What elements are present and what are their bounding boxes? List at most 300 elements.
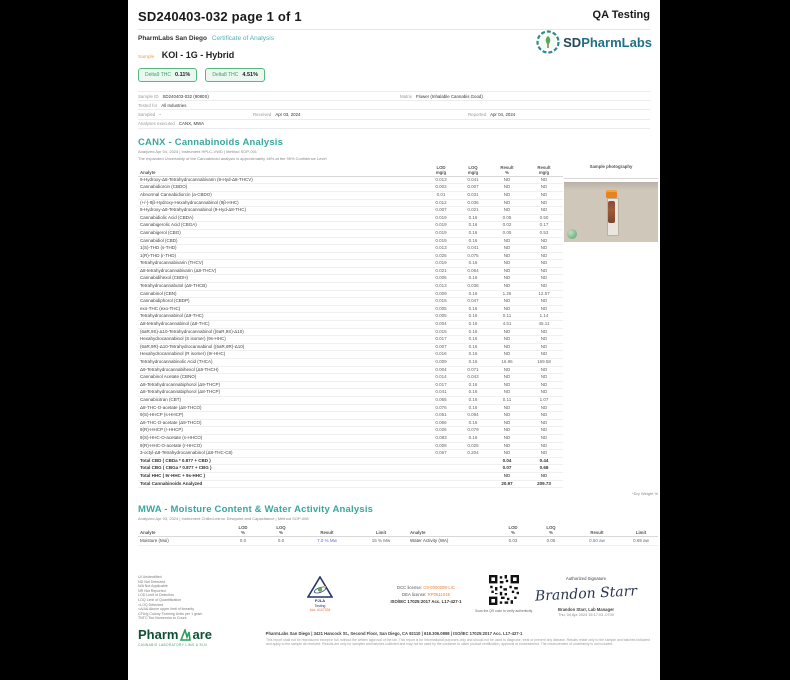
matrix-value: Flower (Inhalable Cannabis Good)	[415, 93, 483, 99]
analyte-loq: 0.204	[457, 450, 489, 458]
mwa-col-loq-1: LOQ %	[262, 524, 300, 537]
qr-caption: Scan the QR code to verify authenticity.	[475, 609, 533, 613]
water-activity-loq: 0.05	[532, 537, 570, 546]
analyte-row	[138, 290, 563, 298]
analyte-result-pct: ND	[489, 442, 525, 450]
analyte-lod: 0.013	[425, 283, 457, 291]
analyte-row	[138, 267, 563, 275]
analyte-loq	[457, 472, 489, 480]
delta8-thc-label: Delta8 THC	[212, 72, 239, 78]
analyte-row	[138, 465, 563, 473]
signature-script: Brandon Starr	[534, 583, 638, 605]
sampled-value: -	[159, 111, 161, 117]
qr-code	[489, 575, 519, 605]
analyte-name: Total CBD ( CBDa * 0.877 + CBD )	[138, 457, 425, 465]
analyte-lod: 0.083	[425, 434, 457, 442]
logo-pharm-text: Pharm	[581, 34, 622, 50]
analyte-row	[138, 305, 563, 313]
analyte-loq	[457, 465, 489, 473]
delta9-thc-badge	[138, 68, 197, 82]
sdpharmlabs-logo	[536, 30, 652, 54]
analyte-name: Tetrahydrocannabutol (Δ9-THCB)	[138, 283, 425, 291]
analyte-row	[138, 184, 563, 192]
analyte-result-pct: ND	[489, 191, 525, 199]
analyte-loq: 0.041	[457, 176, 489, 184]
analyte-lod: 0.019	[425, 260, 457, 268]
received-value: Apr 03, 2024	[275, 111, 301, 117]
analyte-loq: 0.075	[457, 252, 489, 260]
abbreviation-legend	[138, 575, 258, 621]
analyte-result-pct: ND	[489, 351, 525, 359]
analyte-loq	[457, 480, 489, 488]
analyte-name: Tetrahydrocannabinolic Acid (THCA)	[138, 359, 425, 367]
analyte-loq: 0.16	[457, 290, 489, 298]
analyte-result-pct: ND	[489, 252, 525, 260]
water-activity-lod: 0.03	[494, 537, 532, 546]
analyte-loq: 0.16	[457, 396, 489, 404]
iso-accreditation-line: ISO/IEC 17025:2017 Acc. L17-427-1	[390, 599, 462, 604]
sample-photo	[564, 182, 658, 242]
analyte-name: Δ8-tetrahydrocannabivarin (Δ8-THCV)	[138, 267, 425, 275]
delta8-thc-badge	[205, 68, 265, 82]
analyte-loq: 0.16	[457, 222, 489, 230]
analyte-name: exo-THC (exo-THC)	[138, 305, 425, 313]
analyte-row	[138, 283, 563, 291]
analyte-result-pct: ND	[489, 366, 525, 374]
dea-license-value: RP0611045	[427, 592, 450, 597]
analyte-name: (+/-)-9β-Hydroxy-Hexahydrocannabinol (9β-HHC)	[138, 199, 425, 207]
received-label: Received	[253, 111, 272, 117]
analyte-lod: 0.019	[425, 229, 457, 237]
analyte-row	[138, 366, 563, 374]
analyte-lod: 0.012	[425, 199, 457, 207]
analyte-lod: 0.025	[425, 252, 457, 260]
analyte-result-pct: 16.96	[489, 359, 525, 367]
water-activity-analyte: Water Activity (WA)	[408, 537, 494, 546]
signature-date: Thu, 04 Apr 2024 15:17:03 -0700	[558, 613, 614, 617]
vial-content	[608, 201, 615, 223]
canx-uncertainty-note: The expanded Uncertainty of the Cannabinoid analysis is approximately ±8% at the 95% Confidence Level	[138, 155, 327, 161]
analyte-name: Cannabidiol (CBD)	[138, 237, 425, 245]
sample-vial-image	[606, 190, 617, 234]
analyte-loq: 0.16	[457, 237, 489, 245]
legend-item: <LOQ Detected	[138, 602, 164, 607]
analyte-result-mgg: 12.57	[525, 290, 563, 298]
analyte-row	[138, 374, 563, 382]
signer-name: Brandon Starr, Lab Manager	[557, 607, 615, 612]
analyte-result-pct: ND	[489, 298, 525, 306]
meta-row-sample-id	[138, 91, 650, 100]
pharmware-leaf-icon	[179, 629, 191, 641]
analyte-name: Tetrahydrocannabinol (Δ9-THC)	[138, 313, 425, 321]
analyte-result-pct: 0.02	[489, 222, 525, 230]
analyte-result-pct: ND	[489, 404, 525, 412]
analyte-result-pct: 0.11	[489, 396, 525, 404]
analyte-name: 9(S)-HHCP (s-HHCP)	[138, 412, 425, 420]
analyte-result-mgg: ND	[525, 328, 563, 336]
canx-title: CANX - Cannabinoids Analysis	[138, 136, 284, 148]
legend-item: <A/ΔA Above upper limit of linearity	[138, 607, 195, 612]
moisture-result: 7.0 % Mw	[300, 537, 354, 546]
analyte-lod: 0.016	[425, 351, 457, 359]
analyte-result-pct: ND	[489, 336, 525, 344]
analyte-result-mgg: ND	[525, 404, 563, 412]
analyte-name: Cannabinol (CBN)	[138, 290, 425, 298]
analyte-name: Cannabidihexol (CBDH)	[138, 275, 425, 283]
analyte-row	[138, 298, 563, 306]
analyte-name: (6aR,9S)-Δ10-Tetrahydrocannabinol ((6aR,9S)-Δ10)	[138, 328, 425, 336]
analyses-value: CANX, MWA	[178, 121, 205, 127]
analyte-result-pct: ND	[489, 267, 525, 275]
analyte-lod: 0.004	[425, 321, 457, 329]
disclaimer-text: This report shall not be reproduced except in full, without the written approval of the lab. This report is for informational purposes only and should not be used to diagnose, treat or prevent any disease. Results relate only to the sample and batches indicated and apply to the sample as received. Results are only for samples and batches collected and may not be used by the customer to claim product certification, approval or endorsement. The measurement of uncertainty is not included.	[266, 638, 650, 646]
dcc-license-label: DCC license:	[396, 585, 423, 590]
dcc-license-line	[366, 584, 486, 591]
analyte-name: (6aR,9R)-Δ10-Tetrahydrocannabinol ((6aR,9R)-Δ10)	[138, 343, 425, 351]
analyte-row	[138, 457, 563, 465]
analyte-result-pct: ND	[489, 176, 525, 184]
analyte-result-mgg: 209.73	[525, 480, 563, 488]
legend-item: ND Not Detected	[138, 579, 166, 584]
sampled-label: Sampled	[138, 111, 156, 117]
analyte-lod	[425, 457, 457, 465]
analyte-result-mgg: ND	[525, 472, 563, 480]
analyte-row	[138, 199, 563, 207]
license-block	[366, 584, 486, 605]
analyte-name: Δ8-tetrahydrocannabinol (Δ8-THC)	[138, 321, 425, 329]
analyte-result-mgg: ND	[525, 267, 563, 275]
cannabinoids-table	[138, 164, 563, 488]
analyte-loq: 0.16	[457, 275, 489, 283]
analyte-result-mgg: ND	[525, 184, 563, 192]
analyte-lod: 0.005	[425, 313, 457, 321]
qa-testing-label: QA Testing	[592, 9, 650, 21]
analyte-loq: 0.16	[457, 260, 489, 268]
analyte-loq: 0.079	[457, 427, 489, 435]
pjla-logo-icon	[307, 576, 333, 598]
analyte-row	[138, 404, 563, 412]
analyte-result-mgg: 1.07	[525, 396, 563, 404]
analyte-result-pct: ND	[489, 184, 525, 192]
legend-item: UI Unidentified	[138, 575, 162, 579]
analyte-loq: 0.064	[457, 267, 489, 275]
col-lod: LOD mg/g	[425, 164, 457, 177]
analyte-row	[138, 389, 563, 397]
analyte-name: 9-Hydroxy-Δ8-Tetrahydrocannabivarin (9-Hyd-Δ8-THCV)	[138, 176, 425, 184]
analyte-loq: 0.16	[457, 321, 489, 329]
legend-item: NR Not Reported	[138, 588, 166, 593]
analyte-row	[138, 343, 563, 351]
analyte-lod: 0.065	[425, 396, 457, 404]
analyte-name: Hexahydrocannabinol (S isomer) (9s-HHC)	[138, 336, 425, 344]
sample-photography-header: Sample photography	[564, 163, 658, 179]
analyte-result-mgg: ND	[525, 434, 563, 442]
analyte-row	[138, 419, 563, 427]
analyte-result-mgg: ND	[525, 191, 563, 199]
mwa-col-analyte-2: Analyte	[408, 524, 494, 537]
analyte-row	[138, 245, 563, 253]
analyte-name: 1(S)-THD (s-THD)	[138, 245, 425, 253]
analyte-lod: 0.007	[425, 343, 457, 351]
analyte-lod: 0.066	[425, 419, 457, 427]
analyte-result-pct: ND	[489, 328, 525, 336]
analyte-result-mgg: 0.68	[525, 465, 563, 473]
analyte-result-pct: 4.51	[489, 321, 525, 329]
analyte-result-pct: ND	[489, 245, 525, 253]
analyte-lod: 0.019	[425, 214, 457, 222]
analyte-lod: 0.013	[425, 176, 457, 184]
analyte-row	[138, 176, 563, 184]
analyte-loq: 0.007	[457, 184, 489, 192]
analyte-name: 9(S)-HHC-O-acetate (s-HHCO)	[138, 434, 425, 442]
pharmware-logo	[138, 627, 258, 647]
sample-metadata	[138, 91, 650, 129]
analyte-loq: 0.071	[457, 366, 489, 374]
analyte-name: 9(R)-HHC-O-acetate (r-HHCO)	[138, 442, 425, 450]
pjla-accreditation-number: Acc. #107334	[309, 607, 331, 612]
analyte-name: 9-Hydroxy-Δ8-Tetrahydrocannabinol (9-Hyd-Δ8-THC)	[138, 207, 425, 215]
analyte-result-mgg: 0.17	[525, 222, 563, 230]
tested-for-value: All Industries	[161, 102, 187, 108]
analyte-loq: 0.043	[457, 374, 489, 382]
sdpharmlabs-wordmark	[563, 35, 652, 50]
analyte-row	[138, 260, 563, 268]
analyte-name: 3-octyl-Δ8-Tetrahydrocannabinol (Δ8-THC-C8)	[138, 450, 425, 458]
analyte-lod: 0.008	[425, 442, 457, 450]
col-result-mgg: Result mg/g	[525, 164, 563, 177]
analyte-row	[138, 252, 563, 260]
analyte-name: Total HHC ( 9r-HHC + 9s-HHC )	[138, 472, 425, 480]
analyte-row	[138, 427, 563, 435]
thc-badges	[138, 68, 650, 82]
sample-id-value: SD240403-032 (9080S)	[162, 93, 209, 99]
analyte-result-pct: 0.05	[489, 229, 525, 237]
delta8-thc-value: 4.51%	[242, 72, 258, 78]
legend-item: TNTC Too Numerous to Count	[138, 616, 187, 621]
analyte-result-pct: ND	[489, 389, 525, 397]
analyte-result-pct: ND	[489, 381, 525, 389]
coa-document-page	[128, 0, 660, 680]
analyte-result-pct: 0.11	[489, 313, 525, 321]
pjla-name: PJLA	[314, 598, 326, 603]
analyte-loq: 0.16	[457, 434, 489, 442]
document-header	[138, 0, 650, 24]
analyte-lod: 0.009	[425, 290, 457, 298]
analyte-name: Total Cannabinoids Analyzed	[138, 480, 425, 488]
legend-item: LOD Limit of Detection	[138, 593, 175, 598]
analyte-row	[138, 381, 563, 389]
analyte-name: Tetrahydrocannabivarin (THCV)	[138, 260, 425, 268]
analyte-loq: 0.16	[457, 313, 489, 321]
reported-value: Apr 04, 2024	[490, 111, 516, 117]
water-activity-limit: 0.65 aw	[624, 537, 658, 546]
analyte-name: Δ9-THC-O-acetate (Δ9-THCO)	[138, 419, 425, 427]
analyte-result-mgg: 0.50	[525, 214, 563, 222]
analyte-result-pct: ND	[489, 305, 525, 313]
analyte-result-mgg: ND	[525, 207, 563, 215]
analyte-loq: 0.16	[457, 328, 489, 336]
pharmware-wordmark	[138, 627, 258, 642]
document-id: SD240403-032 page 1 of 1	[138, 9, 302, 24]
canx-section	[138, 136, 658, 497]
analyte-name: 9(R)-HHCP (r-HHCP)	[138, 427, 425, 435]
legend-item: N/A Not Applicable	[138, 584, 168, 589]
moisture-limit: 15 % Mw	[354, 537, 408, 546]
canx-meta-line: Analyzed Apr 04, 2024 | Instrument HPLC-VWD | Method SOP-001	[138, 148, 258, 154]
analyte-result-mgg: ND	[525, 343, 563, 351]
analyte-result-mgg: 0.53	[525, 229, 563, 237]
analyte-name: Cannabinol Acetate (CBNO)	[138, 374, 425, 382]
analyte-result-pct: 0.07	[489, 465, 525, 473]
water-activity-result: 0.50 aw	[570, 537, 624, 546]
analyte-row	[138, 191, 563, 199]
analyte-lod: 0.015	[425, 328, 457, 336]
analyte-loq: 0.036	[457, 199, 489, 207]
analyte-result-mgg: 45.11	[525, 321, 563, 329]
analyte-result-mgg: ND	[525, 176, 563, 184]
cannabinoids-table-header	[138, 164, 563, 177]
analyte-lod: 0.026	[425, 427, 457, 435]
col-result-pct: Result %	[489, 164, 525, 177]
analyte-loq: 0.094	[457, 412, 489, 420]
analyte-result-mgg: ND	[525, 252, 563, 260]
analyte-result-mgg: ND	[525, 351, 563, 359]
analyte-result-mgg: ND	[525, 374, 563, 382]
analyte-row	[138, 359, 563, 367]
analyte-loq: 0.031	[457, 191, 489, 199]
mwa-meta-line: Analyzed Apr 03, 2024 | Instrument Chilled-mirror Dewpoint and Capacitance | Method SOP-008	[138, 516, 309, 522]
dry-weight-note: *Dry Weight %	[632, 491, 658, 497]
analyte-name: Δ8-THC-O-acetate (Δ8-THCO)	[138, 404, 425, 412]
mwa-col-analyte-1: Analyte	[138, 524, 224, 537]
mwa-section	[138, 504, 650, 546]
logo-labs-text: Labs	[621, 34, 652, 50]
analyte-result-pct: ND	[489, 237, 525, 245]
analyte-name: Δ9-Tetrahydrocannabihexol (Δ9-THCH)	[138, 366, 425, 374]
analyte-result-pct: ND	[489, 412, 525, 420]
analyte-result-mgg: ND	[525, 450, 563, 458]
sample-label: Sample	[138, 55, 155, 60]
legend-item: LOQ Limit of Quantification	[138, 597, 182, 602]
moisture-lod: 0.0	[224, 537, 262, 546]
delta9-thc-label: Delta9 THC	[145, 72, 172, 78]
analyte-row	[138, 321, 563, 329]
pjla-tagline: Testing	[314, 603, 326, 608]
analyte-loq: 0.16	[457, 336, 489, 344]
authorized-signature-label: Authorized Signature	[565, 576, 607, 581]
analyte-name: Cannabigerolic Acid (CBGA)	[138, 222, 425, 230]
analyte-result-mgg: ND	[525, 199, 563, 207]
analyte-result-mgg: ND	[525, 245, 563, 253]
analyte-loq: 0.16	[457, 389, 489, 397]
analyte-lod: 0.013	[425, 245, 457, 253]
analyte-lod: 0.01	[425, 191, 457, 199]
lab-name: PharmLabs San Diego	[138, 35, 207, 42]
moisture-loq: 0.0	[262, 537, 300, 546]
analyte-lod: 0.002	[425, 184, 457, 192]
analyte-loq: 0.038	[457, 283, 489, 291]
analyte-lod: 0.007	[425, 207, 457, 215]
analyte-loq: 0.16	[457, 351, 489, 359]
photo-shadow	[564, 182, 658, 190]
analyte-loq: 0.16	[457, 404, 489, 412]
analyte-loq: 0.16	[457, 229, 489, 237]
analyte-result-mgg: ND	[525, 275, 563, 283]
analyte-result-pct: ND	[489, 434, 525, 442]
analyte-lod: 0.004	[425, 366, 457, 374]
analyte-lod: 0.019	[425, 237, 457, 245]
analyte-result-mgg: ND	[525, 412, 563, 420]
analyte-result-mgg: ND	[525, 237, 563, 245]
analyte-row	[138, 442, 563, 450]
analyte-loq: 0.16	[457, 305, 489, 313]
analyte-name: Cannabidiphorol (CBDP)	[138, 298, 425, 306]
col-loq: LOQ mg/g	[457, 164, 489, 177]
analyte-row	[138, 480, 563, 488]
analyte-lod	[425, 472, 457, 480]
analyte-name: Δ9-Tetrahydrocannabiphorol (Δ9-THCP)	[138, 381, 425, 389]
meta-row-tested-for	[138, 100, 650, 109]
meta-row-dates	[138, 109, 650, 118]
analyte-result-pct: 0.05	[489, 214, 525, 222]
dea-license-line	[366, 591, 486, 598]
cannabinoids-table-body	[138, 176, 563, 487]
analyte-lod: 0.005	[425, 305, 457, 313]
analyte-lod: 0.009	[425, 359, 457, 367]
analyte-result-pct: ND	[489, 419, 525, 427]
analyte-loq	[457, 457, 489, 465]
analyte-row	[138, 229, 563, 237]
sdpharmlabs-emblem-icon	[536, 30, 560, 54]
analyte-name: Cannabigerol (CBG)	[138, 229, 425, 237]
analyte-result-mgg: ND	[525, 305, 563, 313]
pharmware-word2: are	[192, 627, 212, 642]
matrix-label: Matrix	[400, 93, 412, 99]
analyte-result-pct: ND	[489, 275, 525, 283]
tested-for-label: Tested for	[138, 102, 158, 108]
document-footer	[138, 575, 650, 675]
analyte-row	[138, 237, 563, 245]
analyte-row	[138, 351, 563, 359]
legend-item: CFU/g Colony Forming Units per 1 gram	[138, 611, 203, 616]
mwa-col-result-1: Result	[300, 524, 354, 537]
analyte-name: 1(R)-THD (r-THD)	[138, 252, 425, 260]
meta-row-analyses	[138, 119, 650, 129]
analyte-result-pct: 20.97	[489, 480, 525, 488]
analyte-row	[138, 396, 563, 404]
analyte-row	[138, 336, 563, 344]
dcc-license-value: C8-0000098-LIC	[423, 585, 456, 590]
analyte-loq: 0.16	[457, 359, 489, 367]
analyte-name: Abnormal Cannabidiorcin (a-CBDO)	[138, 191, 425, 199]
pharmware-word1: Pharm	[138, 627, 179, 642]
analyses-label: Analyses executed	[138, 121, 175, 127]
pharmware-subtitle: CANNABIS LABORATORY LIMS & ELN	[138, 643, 207, 647]
analyte-row	[138, 207, 563, 215]
analyte-name: Cannabidiolic Acid (CBDA)	[138, 214, 425, 222]
lab-address-line: PharmLabs San Diego | 3421 Hancock St., Second Floor, San Diego, CA 92110 | 619.306.0898 | ISO/IEC 17025:2017 Acc. L17-427-1	[265, 631, 523, 636]
analyte-lod: 0.041	[425, 389, 457, 397]
analyte-result-mgg: ND	[525, 260, 563, 268]
analyte-row	[138, 313, 563, 321]
analyte-result-pct: 0.04	[489, 457, 525, 465]
analyte-lod: 0.067	[425, 450, 457, 458]
analyte-lod: 0.017	[425, 336, 457, 344]
analyte-loq: 0.16	[457, 343, 489, 351]
analyte-row	[138, 275, 563, 283]
col-analyte: Analyte	[138, 164, 425, 177]
mwa-col-result-2: Result	[570, 524, 624, 537]
